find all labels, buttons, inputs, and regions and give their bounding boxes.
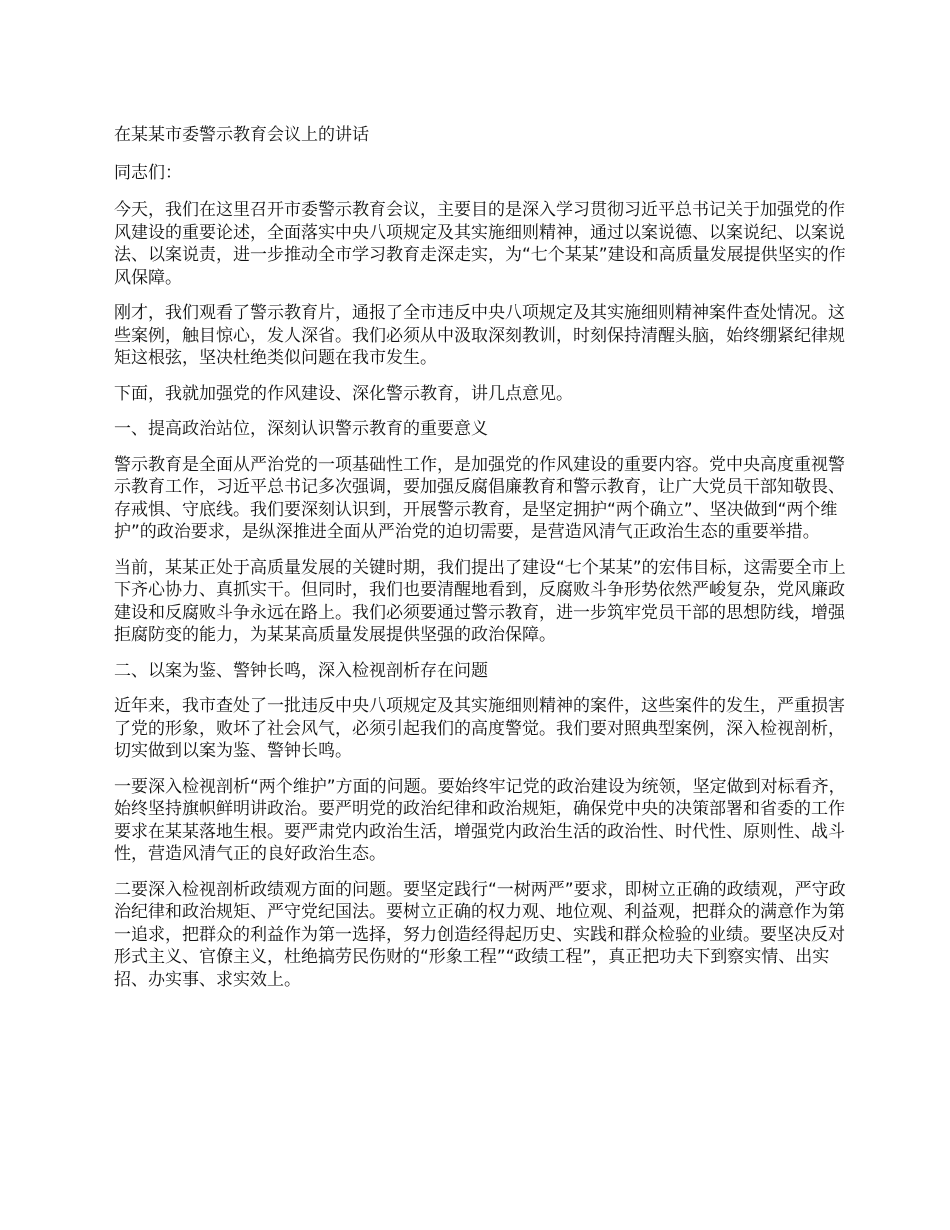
document-title: 在某某市委警示教育会议上的讲话 [114, 125, 369, 145]
paragraph-performance-view: 二要深入检视剖析政绩观方面的问题。要坚定践行“一树两严”要求，即树立正确的政绩观，严守政治纪律和政治规矩、严守党纪国法。要树立正确的权力观、地位观、利益观，把群众的满意作为第一追求，把群众的利益作为第一选择，努力创造经得起历史、实践和群众检验的业绩。要坚决反对形式主义、官僚主义，杜绝搞劳民伤财的“形象工程”“政绩工程”，真正把功夫下到察实情、出实招、办实事、求实效上。 [114, 879, 846, 990]
paragraph-video-review: 刚才，我们观看了警示教育片，通报了全市违反中央八项规定及其实施细则精神案件查处情况。这些案例，触目惊心，发人深省。我们必须从中汲取深刻教训，时刻保持清醒头脑，始终绷紧纪律规矩这根弦，坚决杜绝类似问题在我市发生。 [114, 303, 845, 368]
section-heading-1: 一、提高政治站位，深刻认识警示教育的重要意义 [114, 419, 488, 439]
paragraph-cases: 近年来，我市查处了一批违反中央八项规定及其实施细则精神的案件，这些案件的发生，严重损害了党的形象，败坏了社会风气，必须引起我们的高度警觉。我们要对照典型案例，深入检视剖析，切实做到以案为鉴、警钟长鸣。 [114, 696, 845, 761]
paragraph-current-situation: 当前，某某正处于高质量发展的关键时期，我们提出了建设“七个某某”的宏伟目标，这需要全市上下齐心协力、真抓实干。但同时，我们也要清醒地看到，反腐败斗争形势依然严峻复杂，党风廉政建设和反腐败斗争永远在路上。我们必须要通过警示教育，进一步筑牢党员干部的思想防线，增强拒腐防变的能力，为某某高质量发展提供坚强的政治保障。 [114, 557, 846, 645]
paragraph-opening: 今天，我们在这里召开市委警示教育会议，主要目的是深入学习贯彻习近平总书记关于加强党的作风建设的重要论述，全面落实中央八项规定及其实施细则精神，通过以案说德、以案说纪、以案说法、以案说责，进一步推动全市学习教育走深走实，为“七个某某”建设和高质量发展提供坚实的作风保障。 [114, 200, 846, 288]
paragraph-intro-points: 下面，我就加强党的作风建设、深化警示教育，讲几点意见。 [114, 383, 573, 404]
section-heading-2: 二、以案为鉴、警钟长鸣，深入检视剖析存在问题 [114, 660, 488, 681]
paragraph-warning-education: 警示教育是全面从严治党的一项基础性工作，是加强党的作风建设的重要内容。党中央高度重视警示教育工作，习近平总书记多次强调，要加强反腐倡廉教育和警示教育，让广大党员干部知敬畏、存戒惧、守底线。我们要深刻认识到，开展警示教育，是坚定拥护“两个确立”、坚决做到“两个维护”的政治要求，是纵深推进全面从严治党的迫切需要，是营造风清气正政治生态的重要举措。 [114, 454, 845, 542]
salutation: 同志们： [114, 162, 182, 183]
paragraph-two-maintenances: 一要深入检视剖析“两个维护”方面的问题。要始终牢记党的政治建设为统领，坚定做到对标看齐，始终坚持旗帜鲜明讲政治。要严明党的政治纪律和政治规矩，确保党中央的决策部署和省委的工作要求在某某落地生根。要严肃党内政治生活，增强党内政治生活的政治性、时代性、原则性、战斗性，营造风清气正的良好政治生态。 [114, 776, 846, 864]
document-body [114, 124, 856, 1004]
